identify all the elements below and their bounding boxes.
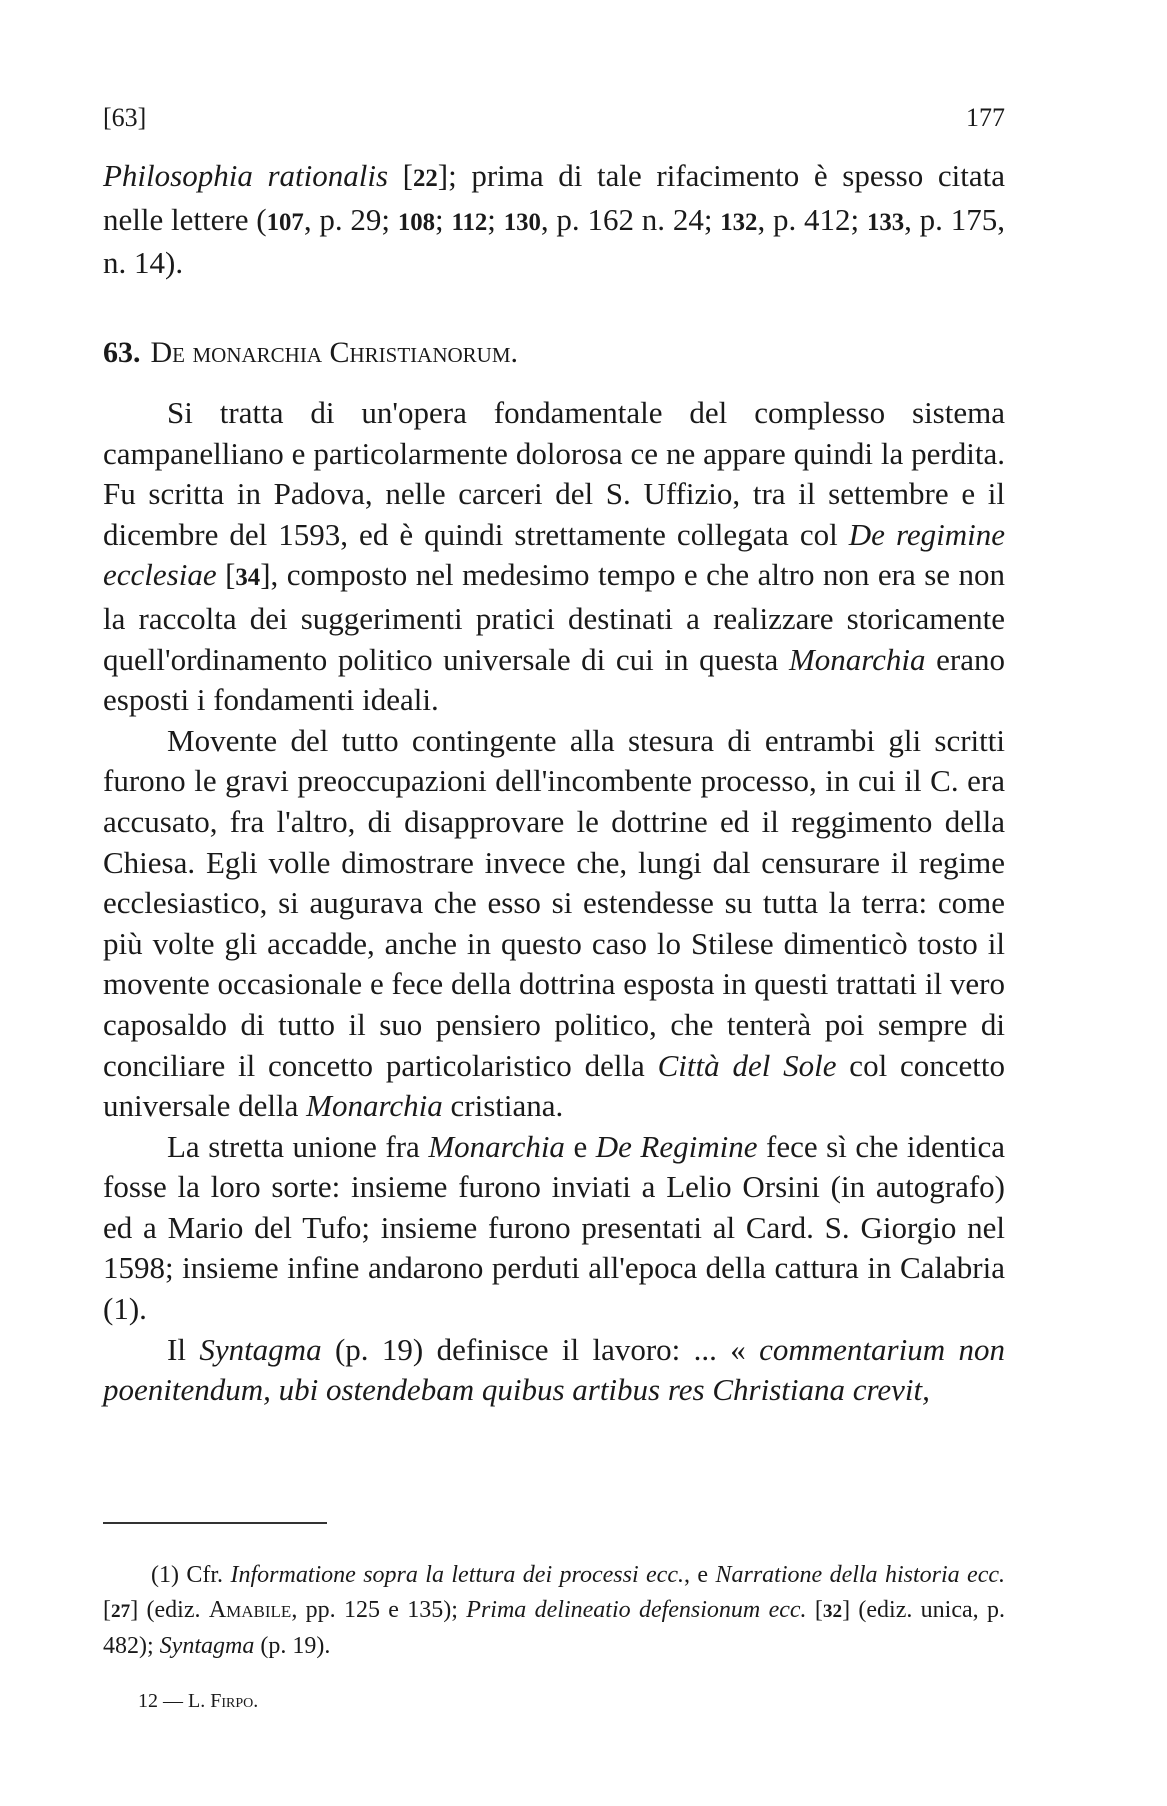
text-run: erano esposti i fondamenti ideali.: [103, 641, 1005, 718]
ref-number: 32: [822, 1601, 843, 1622]
text-run: ;: [487, 201, 504, 237]
text-run: [: [388, 158, 413, 193]
text-run: , e: [684, 1562, 716, 1588]
paragraph: [103, 393, 1005, 721]
footnote-rule: [103, 1522, 327, 1524]
text-run: , p. 29;: [303, 201, 398, 237]
italic-title: Informatione sopra la lettura dei processi ecc.: [230, 1562, 684, 1588]
text-run: [: [103, 1597, 111, 1623]
text-run: (p. 19).: [254, 1633, 331, 1659]
printer-signature: 12 — L. Firpo.: [138, 1690, 259, 1712]
text-run: [: [216, 557, 236, 593]
ref-number: 108: [397, 208, 436, 236]
section-body: [103, 393, 1005, 1411]
paragraph-continuation: [103, 156, 1005, 284]
text-run: , pp. 125 e 135);: [291, 1597, 467, 1623]
ref-number: 133: [866, 208, 905, 236]
text-run: , p. 175, n. 14).: [103, 201, 1005, 281]
text-run: ]; prima di tale rifacimento è spesso citata nelle lettere (: [103, 158, 1005, 237]
text-run: ] (ediz.: [130, 1597, 209, 1623]
italic-title: Syntagma: [199, 1331, 322, 1367]
italic-title: Monarchia: [428, 1128, 565, 1164]
text-run: e: [564, 1128, 596, 1164]
ref-number: 132: [720, 208, 758, 236]
paragraph: [103, 721, 1005, 1127]
paragraph: [103, 1330, 1005, 1411]
ref-number: 27: [111, 1601, 131, 1622]
italic-title: De regimine ecclesiae: [103, 516, 1005, 593]
text-run: La stretta unione fra: [167, 1128, 429, 1164]
text-run: , p. 162 n. 24;: [540, 201, 721, 237]
latin-quotation: commentarium non poenitendum, ubi ostendebam quibus artibus res Christiana crevit,: [103, 1331, 1005, 1408]
italic-title: Philosophia rationalis: [103, 158, 389, 193]
text-run: cristiana.: [442, 1088, 564, 1124]
text-run: [: [806, 1597, 823, 1623]
text-run: ;: [435, 201, 452, 237]
footnote: [103, 1558, 1005, 1664]
text-run: Il: [167, 1331, 200, 1367]
ref-number: 107: [266, 208, 304, 236]
text-run: Movente del tutto contingente alla stesura di entrambi gli scritti furono le gravi preoccupazioni dell'incombente processo, in cui il C. era accusato, fra l'altro, di disapprovare le dottrine ed il reggimento della Chiesa. Egli volle dimostrare invece che, lungi dal censurare il regime ecclesiastico, si augurava che esso si estendesse su tutta la terra: come più volte gli accadde, anche in questo caso lo Stilese dimenticò tosto il movente occasionale e fece della dottrina esposta in questi trattati il vero caposaldo di tutto il suo pensiero politico, che tenterà poi sempre di conciliare il concetto particolaristico della: [103, 722, 1005, 1083]
page-number: 177: [966, 103, 1005, 132]
section-reference: [63]: [103, 103, 147, 132]
section-heading: [103, 336, 1005, 370]
italic-title: Syntagma: [159, 1633, 255, 1659]
text-run: , p. 412;: [757, 201, 867, 237]
italic-title: Città del Sole: [657, 1047, 837, 1083]
text-run: fece sì che identica fosse la loro sorte: insieme furono inviati a Lelio Orsini (in autografo) ed a Mario del Tufo; insieme furono presentati al Card. S. Giorgio nel 1598; insieme infine andarono perduti all'epoca della cattura in Calabria (1).: [103, 1128, 1006, 1327]
italic-title: De Regimine: [595, 1128, 758, 1164]
editor-name: Amabile: [208, 1597, 292, 1623]
ref-number: 130: [503, 208, 541, 236]
ref-number: 22: [413, 165, 438, 192]
paragraph: [103, 1127, 1005, 1330]
text-run: col concetto universale della: [103, 1047, 1005, 1124]
text-run: (p. 19) definisce il lavoro: ... «: [321, 1331, 760, 1367]
italic-title: Monarchia: [788, 641, 926, 677]
text-run: Si tratta di un'opera fondamentale del complesso sistema campanelliano e particolarmente dolorosa ce ne appare quindi la perdita. Fu scritta in Padova, nelle carceri del S. Uffizio, tra il settembre e il dicembre del 1593, ed è quindi strettamente collegata col: [103, 395, 1005, 552]
text-run: (1) Cfr.: [151, 1562, 231, 1588]
ref-number: 34: [235, 564, 261, 592]
italic-title: Narratione della historia ecc.: [715, 1562, 1006, 1588]
text-run: ] (ediz. unica, p. 482);: [103, 1597, 1005, 1659]
section-number: 63.: [103, 336, 141, 369]
italic-title: Monarchia: [306, 1088, 443, 1124]
section-title: De monarchia Christianorum.: [150, 336, 519, 369]
ref-number: 112: [451, 208, 488, 236]
italic-title: Prima delineatio defensionum ecc.: [466, 1597, 807, 1623]
running-header: [103, 103, 1005, 143]
text-run: ], composto nel medesimo tempo e che altro non era se non la raccolta dei suggerimenti pratici destinati a realizzare storicamente quell'ordinamento politico universale di cui in questa: [103, 557, 1005, 677]
